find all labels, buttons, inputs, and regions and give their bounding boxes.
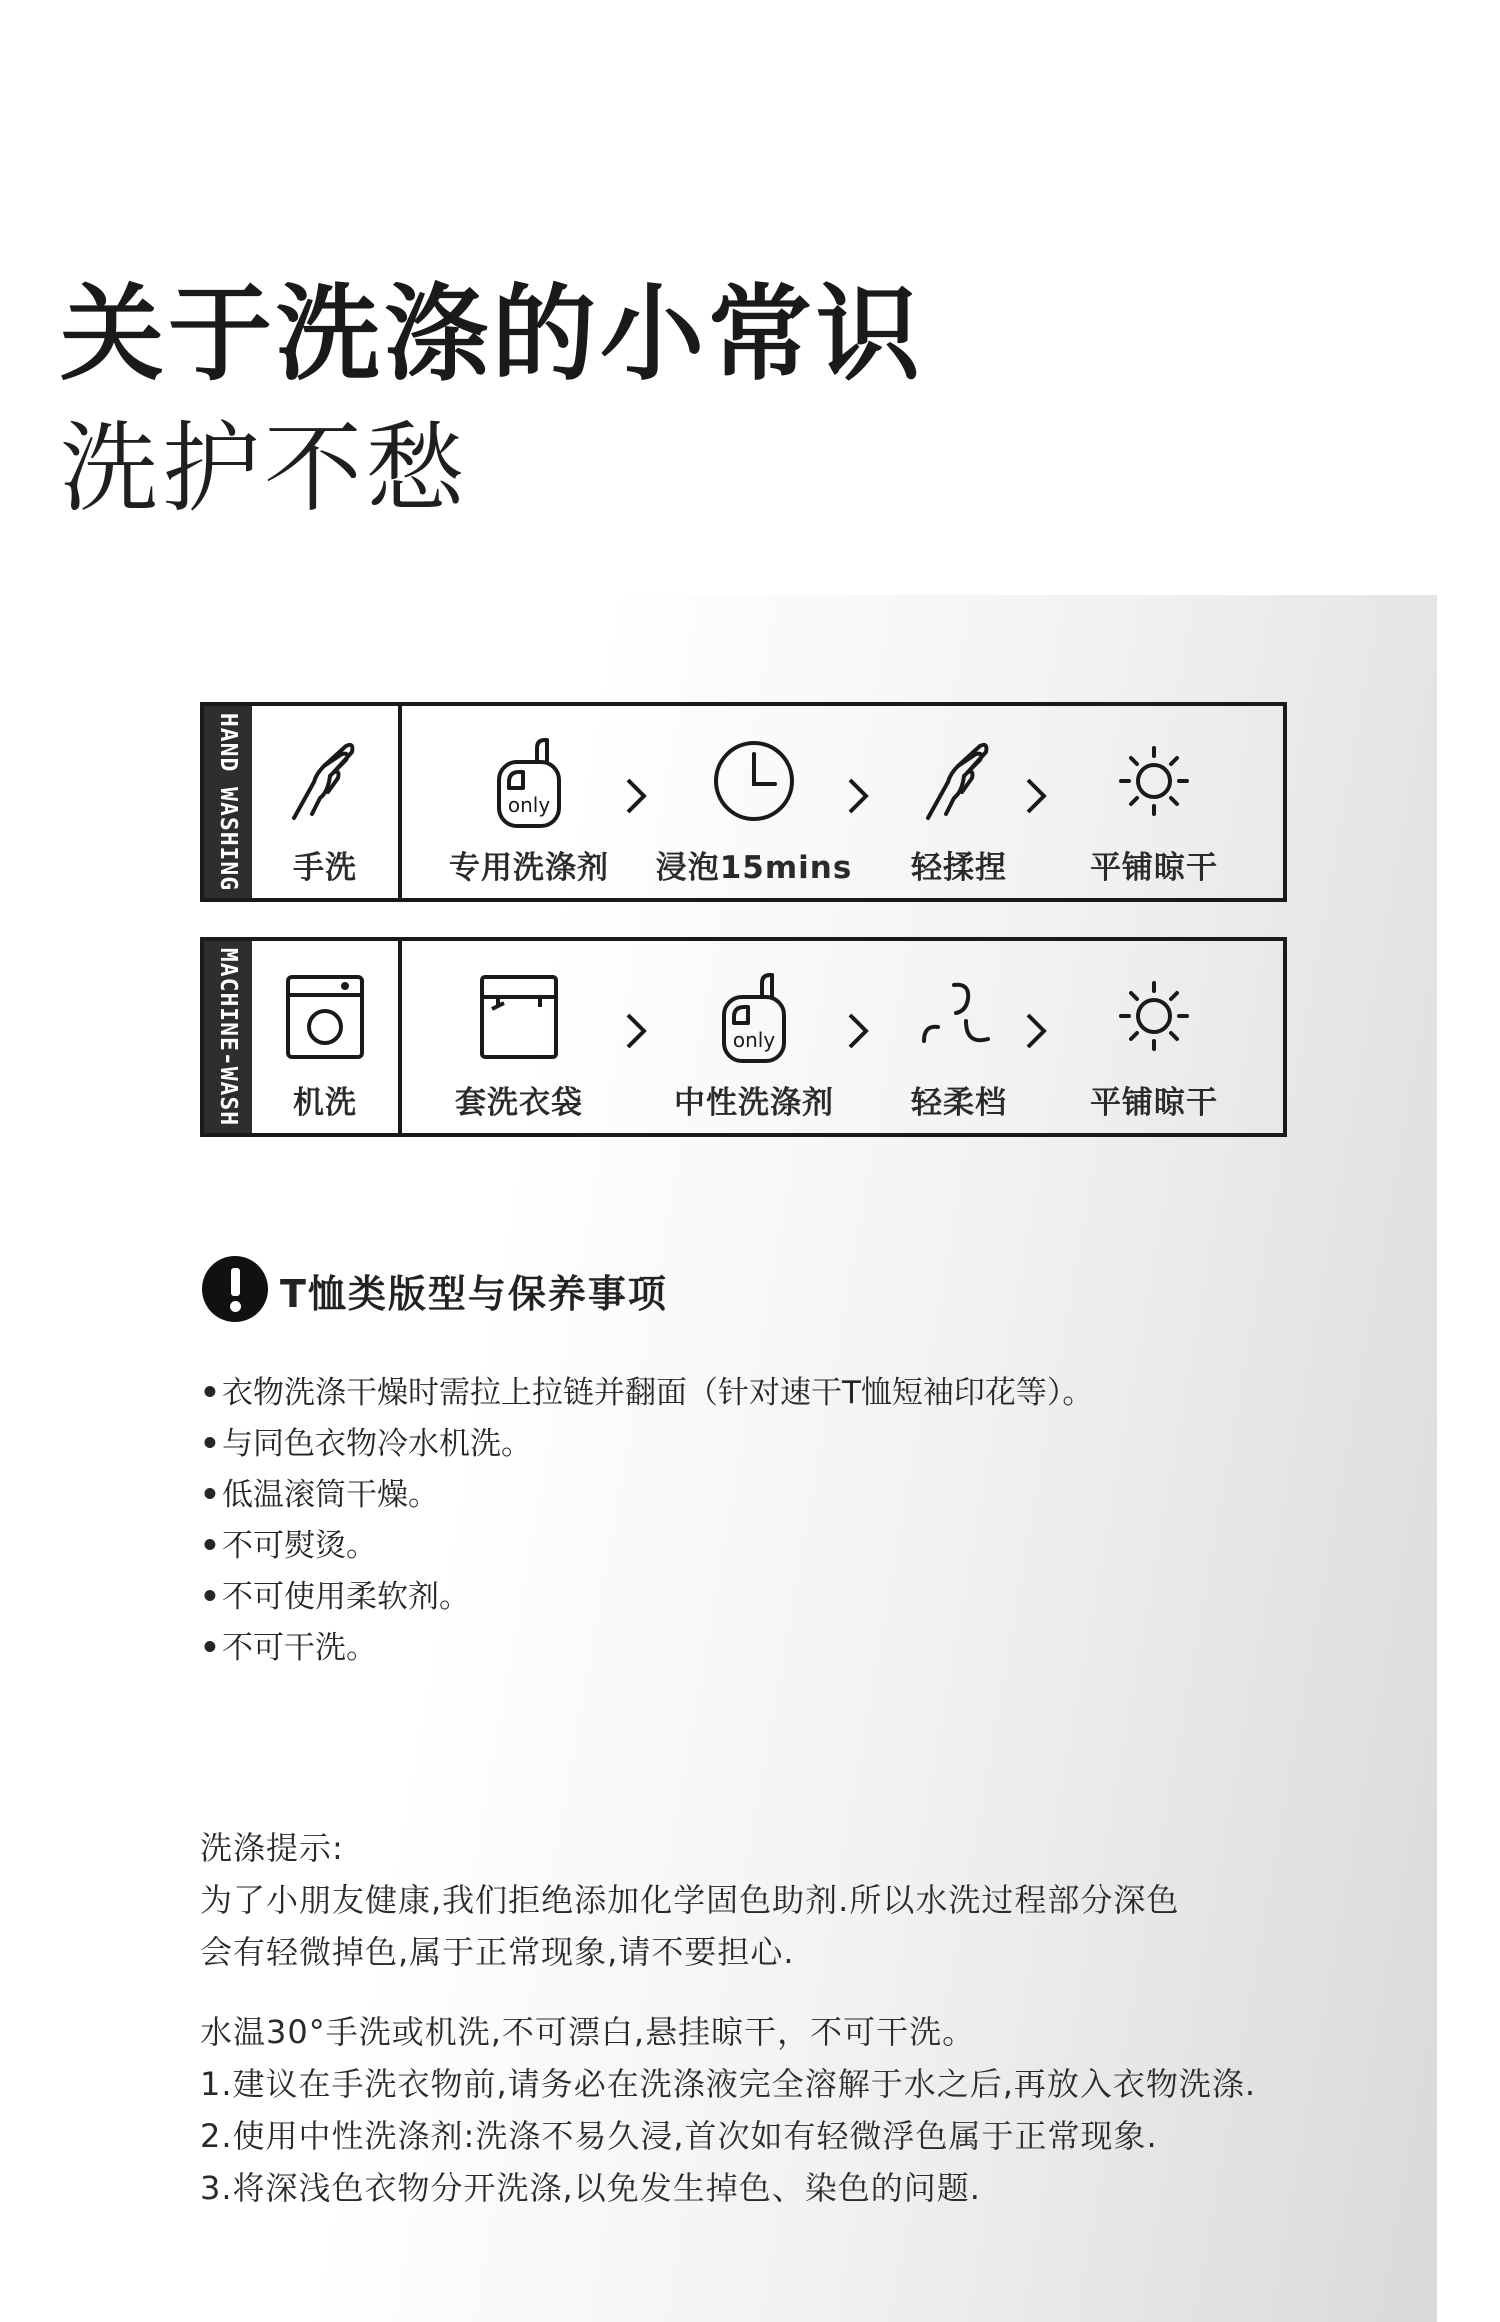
- list-item: •不可干洗。: [200, 1630, 377, 1666]
- page-subtitle: 洗护不愁: [60, 412, 469, 526]
- svg-text:only: only: [732, 1028, 776, 1052]
- machine-wash-label: 机洗: [293, 1085, 357, 1121]
- machine-step-dry: [1054, 941, 1254, 1133]
- list-item: •不可熨烫。: [200, 1528, 377, 1564]
- hand-step-dry-label: 平铺晾干: [1090, 850, 1218, 886]
- hand-icon: [914, 736, 1004, 830]
- washing-tips: [200, 1822, 1256, 2214]
- svg-text:only: only: [507, 793, 551, 817]
- hand-step-detergent: [424, 706, 634, 898]
- list-item: •不可使用柔软剂。: [200, 1579, 470, 1615]
- hand-step-soak: [649, 706, 859, 898]
- tips-text: 会有轻微掉色,属于正常现象,请不要担心.: [200, 1933, 795, 1971]
- machine-step-bag: [424, 941, 614, 1133]
- list-item: •与同色衣物冷水机洗。: [200, 1426, 532, 1462]
- list-item: •衣物洗涤干燥时需拉上拉链并翻面（针对速干T恤短袖印花等）。: [200, 1375, 1094, 1411]
- hand-washing-row: [200, 702, 1287, 902]
- chevron-right-icon: [622, 1001, 652, 1065]
- detergent-bottle-icon: [714, 971, 794, 1070]
- hand-washing-tab: [204, 706, 252, 898]
- tips-text: 1.建议在手洗衣物前,请务必在洗涤液完全溶解于水之后,再放入衣物洗涤.: [200, 2065, 1257, 2103]
- gentle-swirl-icon: [914, 971, 1004, 1065]
- hand-wash-mode: [252, 706, 402, 898]
- washing-machine-icon: [280, 971, 370, 1065]
- hand-icon: [280, 736, 370, 830]
- tips-heading: 洗涤提示:: [200, 1829, 344, 1867]
- chevron-right-icon: [1022, 1001, 1052, 1065]
- tips-text: 3.将深浅色衣物分开洗涤,以免发生掉色、染色的问题.: [200, 2169, 981, 2207]
- machine-wash-mode: [252, 941, 402, 1133]
- detergent-bottle-icon: [489, 736, 569, 835]
- tips-text: 为了小朋友健康,我们拒绝添加化学固色助剂.所以水洗过程部分深色: [200, 1881, 1180, 1919]
- page-title: 关于洗涤的小常识: [60, 273, 925, 395]
- machine-washing-tab: [204, 941, 252, 1133]
- machine-step-bag-label: 套洗衣袋: [455, 1085, 583, 1121]
- hand-step-dry: [1054, 706, 1254, 898]
- clock-icon: [709, 736, 799, 830]
- chevron-right-icon: [1022, 766, 1052, 830]
- hand-washing-tab-label: HAND WASHING: [215, 712, 241, 892]
- hand-step-knead-label: 轻揉捏: [911, 850, 1007, 886]
- care-notice-list: [200, 1368, 1093, 1674]
- sun-icon: [1109, 971, 1199, 1065]
- hand-wash-label: 手洗: [293, 850, 357, 886]
- exclamation-icon: [202, 1256, 268, 1322]
- page-margin: [1437, 0, 1500, 2322]
- machine-washing-row: [200, 937, 1287, 1137]
- sun-icon: [1109, 736, 1199, 830]
- machine-washing-tab-label: MACHINE-WASH: [215, 947, 241, 1127]
- machine-wash-mode-step: [252, 941, 398, 1133]
- laundry-bag-icon: [474, 971, 564, 1065]
- chevron-right-icon: [622, 766, 652, 830]
- tips-text: 2.使用中性洗涤剂:洗涤不易久浸,首次如有轻微浮色属于正常现象.: [200, 2117, 1158, 2155]
- machine-step-detergent: [649, 941, 859, 1133]
- hand-wash-mode-step: [252, 706, 398, 898]
- hand-step-detergent-label: 专用洗涤剂: [449, 850, 609, 886]
- machine-step-gentle-label: 轻柔档: [911, 1085, 1007, 1121]
- machine-step-dry-label: 平铺晾干: [1090, 1085, 1218, 1121]
- care-notice-title: T恤类版型与保养事项: [280, 1272, 668, 1316]
- machine-step-detergent-label: 中性洗涤剂: [674, 1085, 834, 1121]
- hand-step-soak-label: 浸泡15mins: [655, 850, 853, 886]
- list-item: •低温滚筒干燥。: [200, 1477, 439, 1513]
- tips-text: 水温30°手洗或机洗,不可漂白,悬挂晾干，不可干洗。: [200, 2013, 976, 2051]
